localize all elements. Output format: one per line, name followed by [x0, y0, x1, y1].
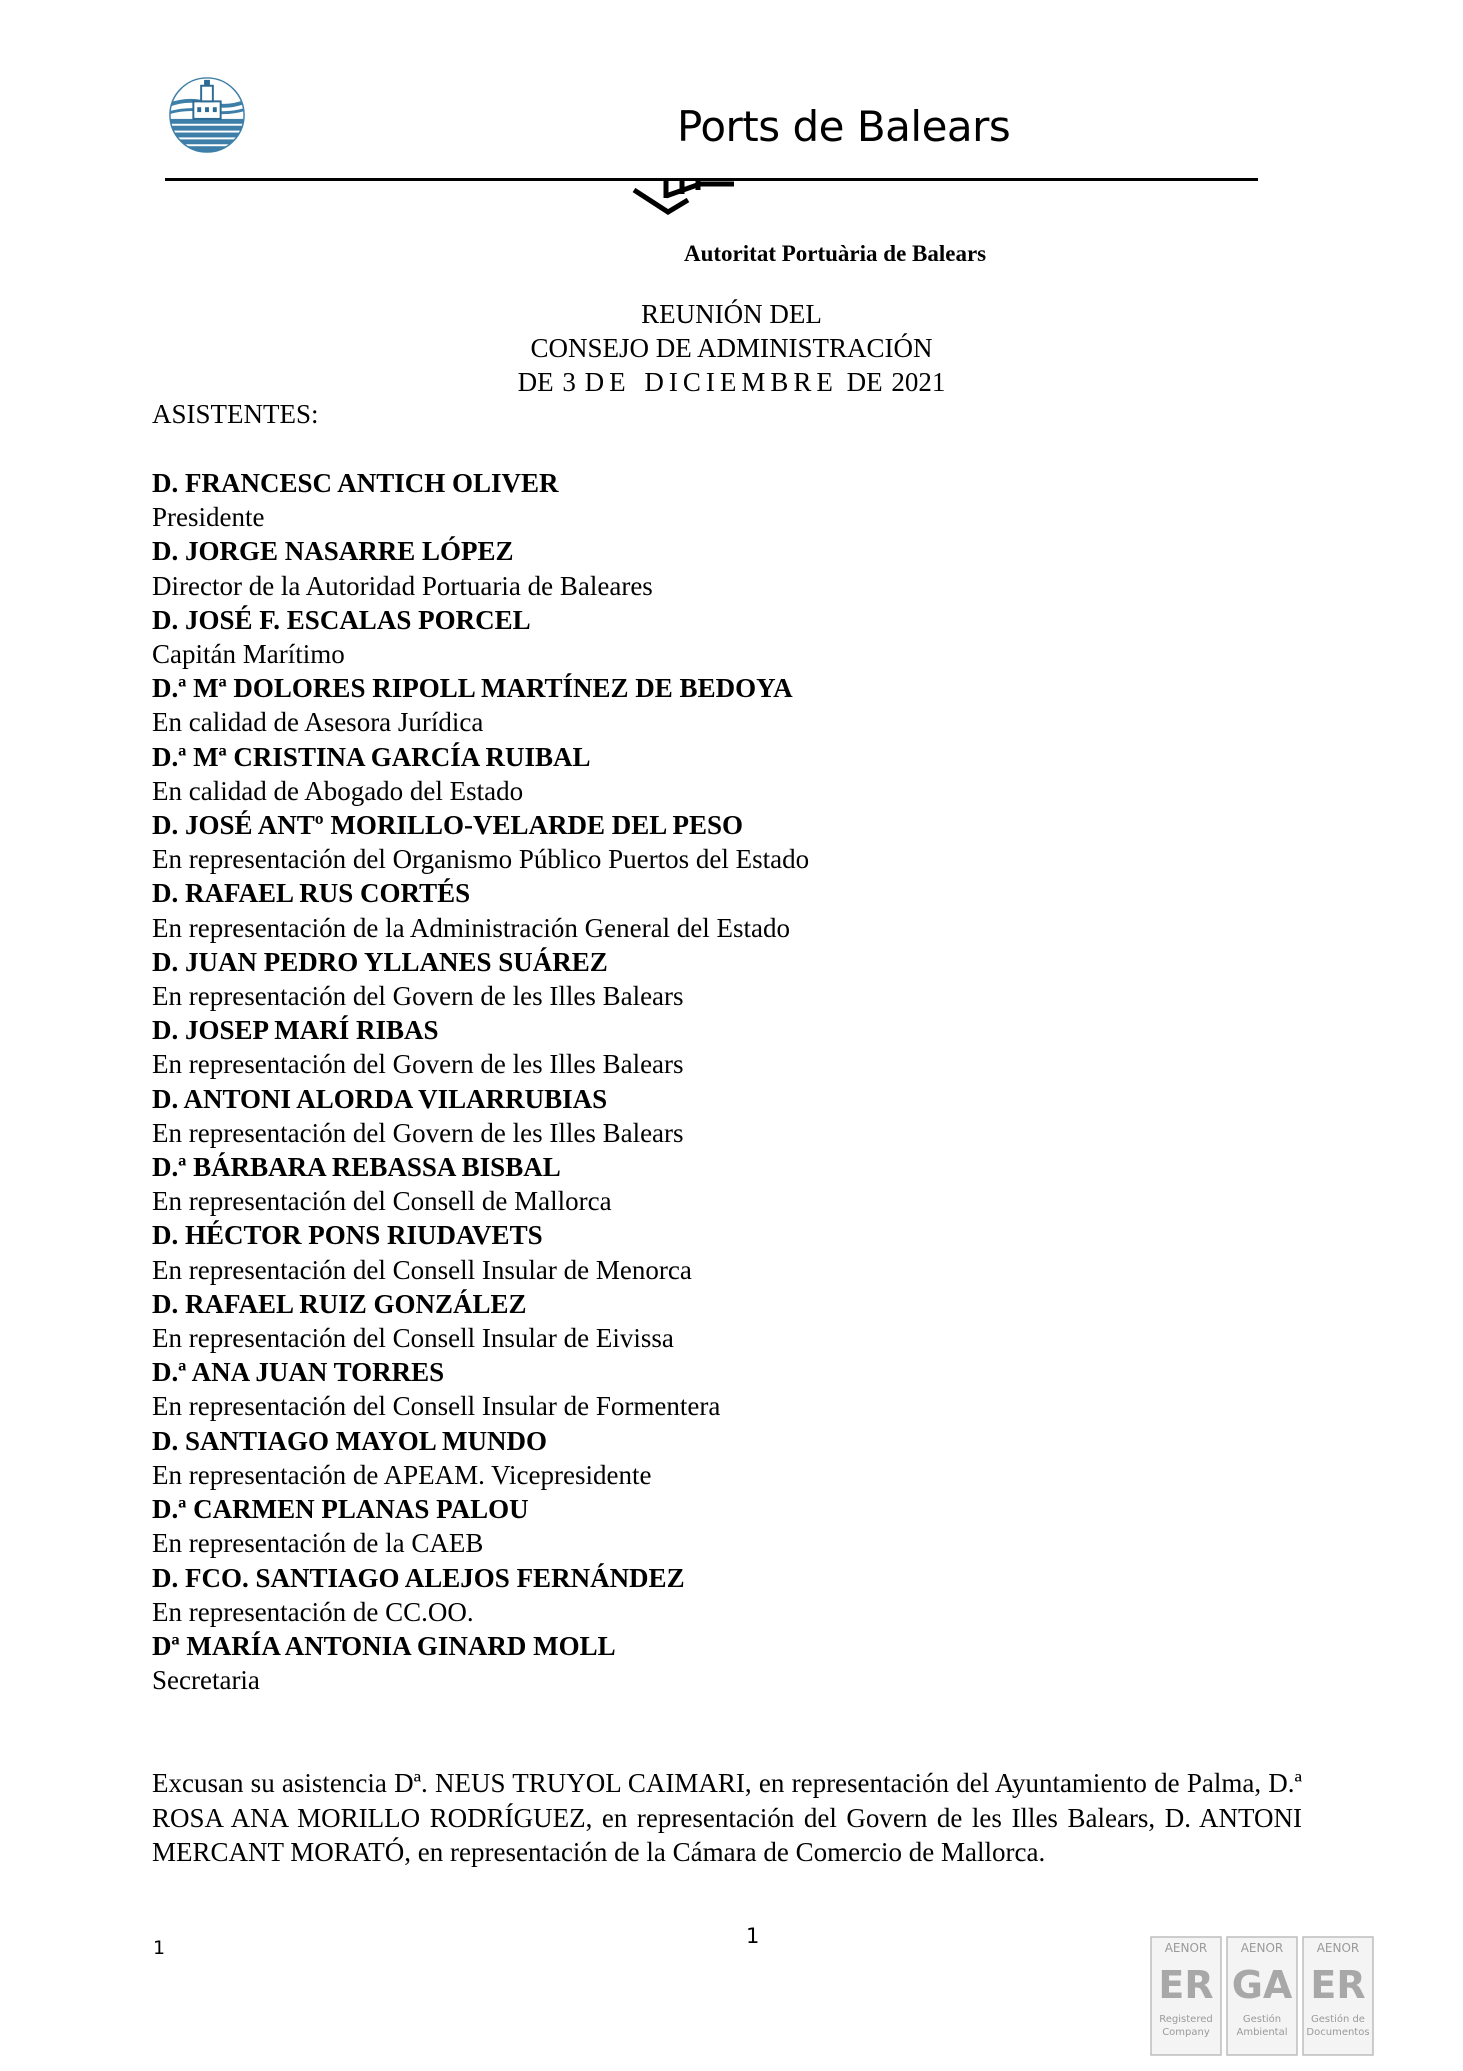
cert-caption: Gestión de — [1311, 2014, 1365, 2025]
attendee-name: D.ª BÁRBARA REBASSA BISBAL — [152, 1152, 561, 1183]
aenor-er-icon — [1303, 1937, 1373, 2055]
attendees-heading: ASISTENTES: — [152, 399, 319, 429]
attendee-name: Dª MARÍA ANTONIA GINARD MOLL — [152, 1630, 616, 1661]
page-number: 1 — [746, 1924, 760, 1948]
attendee-role: Presidente — [152, 502, 265, 533]
attendee-name: D. JOSÉ ANTº MORILLO-VELARDE DEL PESO — [152, 810, 744, 841]
attendee-name: D. JUAN PEDRO YLLANES SUÁREZ — [152, 946, 608, 977]
attendee-name: D. RAFAEL RUS CORTÉS — [152, 878, 471, 909]
cert-brand: AENOR — [1316, 1941, 1360, 1955]
attendee-role: En representación del Organismo Público Puertos del Estado — [152, 844, 810, 875]
attendee-role: En representación de la CAEB — [152, 1528, 484, 1559]
attendee-role: En representación de la Administración General del Estado — [152, 912, 791, 943]
cert-mark: ER — [1158, 1963, 1214, 2007]
attendee-name: D.ª Mª DOLORES RIPOLL MARTÍNEZ DE BEDOYA — [152, 673, 793, 704]
aenor-ga-icon — [1227, 1937, 1297, 2055]
attendee-role: En representación de CC.OO. — [152, 1596, 474, 1627]
attendee-name: D. JOSÉ F. ESCALAS PORCEL — [152, 604, 531, 635]
cert-mark: ER — [1310, 1963, 1366, 2007]
attendee-name: D. JORGE NASARRE LÓPEZ — [152, 536, 514, 567]
attendee-role: En representación del Consell Insular de Eivissa — [152, 1323, 674, 1354]
footer-page-number: 1 — [153, 1937, 166, 1959]
attendee-role: En representación del Consell de Mallorca — [152, 1186, 612, 1217]
cert-caption: Documentos — [1306, 2027, 1370, 2038]
cert-brand: AENOR — [1240, 1941, 1284, 1955]
authority-name: Autoritat Portuària de Balears — [684, 241, 987, 266]
chevron-wave-icon — [630, 170, 740, 216]
title-date-prefix: DE 3 — [517, 367, 576, 397]
title-line-1: REUNIÓN DEL — [641, 299, 822, 329]
cert-mark: GA — [1231, 1963, 1293, 2007]
attendee-name: D. SANTIAGO MAYOL MUNDO — [152, 1425, 548, 1456]
attendee-name: D. JOSEP MARÍ RIBAS — [152, 1015, 439, 1046]
attendee-name: D. FCO. SANTIAGO ALEJOS FERNÁNDEZ — [152, 1562, 685, 1593]
attendee-name: D. ANTONI ALORDA VILARRUBIAS — [152, 1083, 608, 1114]
attendee-role: Director de la Autoridad Portuaria de Baleares — [152, 570, 653, 601]
lighthouse-emblem-icon — [168, 76, 246, 154]
attendee-name: D. HÉCTOR PONS RIUDAVETS — [152, 1220, 543, 1251]
meeting-title — [0, 297, 1463, 399]
attendee-name: D.ª ANA JUAN TORRES — [152, 1357, 445, 1388]
attendee-role: En representación del Consell Insular de Menorca — [152, 1254, 692, 1285]
excused-paragraph: Excusan su asistencia Dª. NEUS TRUYOL CAIMARI, en representación del Ayuntamiento de Palma, D.ª ROSA ANA MORILLO RODRÍGUEZ, en representación del Govern de les Illes Balears, D. ANTONI MERCANT MORATÓ, en representación de la Cámara de Comercio de Mallorca. — [152, 1768, 1302, 1867]
title-line-2: CONSEJO DE ADMINISTRACIÓN — [530, 333, 933, 363]
attendee-role: Capitán Marítimo — [152, 639, 345, 670]
title-date-month: DE DICIEMBRE — [584, 367, 838, 397]
organization-name: Ports de Balears — [677, 102, 1011, 151]
attendee-name: D. RAFAEL RUIZ GONZÁLEZ — [152, 1288, 527, 1319]
attendee-role: Secretaria — [152, 1665, 260, 1696]
attendee-role: En calidad de Asesora Jurídica — [152, 707, 484, 738]
cert-caption: Registered — [1159, 2014, 1213, 2025]
cert-caption: Company — [1162, 2027, 1210, 2038]
attendee-list — [152, 466, 809, 1697]
attendee-role: En representación de APEAM. Vicepresidente — [152, 1459, 652, 1490]
title-line-3 — [0, 365, 1463, 399]
attendee-role: En representación del Govern de les Illes Balears — [152, 981, 684, 1012]
cert-caption: Ambiental — [1236, 2027, 1288, 2038]
cert-caption: Gestión — [1242, 2014, 1282, 2025]
attendee-name: D. FRANCESC ANTICH OLIVER — [152, 468, 559, 498]
attendee-role: En representación del Govern de les Illes Balears — [152, 1117, 684, 1148]
attendee-role: En representación del Govern de les Illes Balears — [152, 1049, 684, 1080]
cert-brand: AENOR — [1164, 1941, 1208, 1955]
attendee-role: En representación del Consell Insular de Formentera — [152, 1391, 721, 1422]
attendee-role: En calidad de Abogado del Estado — [152, 775, 524, 806]
aenor-er-icon — [1151, 1937, 1221, 2055]
title-date-year: DE 2021 — [846, 367, 946, 397]
certification-logos — [1150, 1936, 1375, 2058]
attendee-name: D.ª CARMEN PLANAS PALOU — [152, 1494, 529, 1525]
attendee-name: D.ª Mª CRISTINA GARCÍA RUIBAL — [152, 741, 591, 772]
